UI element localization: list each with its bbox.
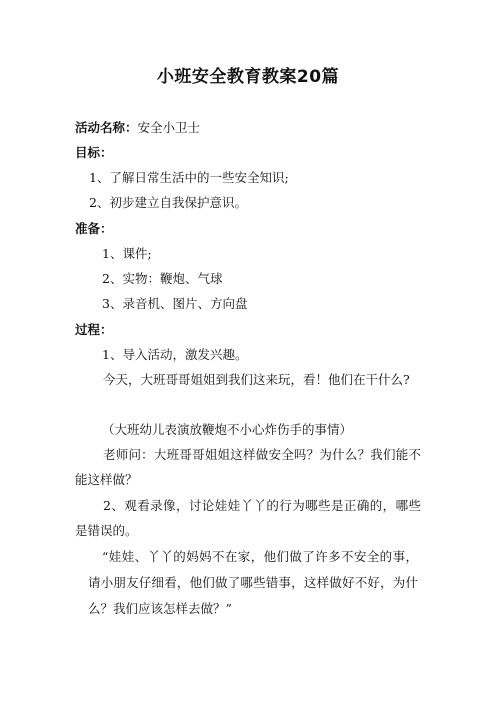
process-paragraph: 今天，大班哥哥姐姐到我们这来玩，看！他们在干什么? — [103, 372, 410, 387]
prep-item: 1、课件; — [102, 246, 152, 261]
goals-heading — [75, 145, 113, 161]
activity-name-line — [75, 120, 200, 136]
goal-item: 2、初步建立自我保护意识。 — [89, 195, 247, 210]
process-step-1: 1、导入活动，激发兴趣。 — [102, 347, 248, 362]
process-heading — [75, 322, 113, 338]
process-step-2: 2、观看录像，讨论娃娃丫丫的行为哪些是正确的，哪些是错误的。 — [75, 498, 421, 538]
document-title: 小班安全教育教案20篇 — [156, 67, 340, 87]
activity-name-label: 活动名称： — [75, 120, 138, 135]
activity-name-value: 安全小卫士 — [137, 120, 201, 135]
process-paragraph: 老师问：大班哥哥姐姐这样做安全吗？为什么？我们能不能这样做？ — [75, 447, 421, 487]
process-paragraph: （大班幼儿表演放鞭炮不小心炸伤手的事情） — [102, 422, 353, 437]
quote-paragraph: “娃娃、丫丫的妈妈不在家，他们做了许多不安全的事，请小朋友仔细看，他们做了哪些错事，这样做好不好，为什么？我们应该怎样去做？” — [88, 549, 418, 616]
prep-item: 3、录音机、图片、方向盘 — [102, 296, 248, 311]
prep-item: 2、实物：鞭炮、气球 — [102, 271, 223, 286]
goal-item: 1、了解日常生活中的一些安全知识; — [89, 170, 289, 185]
prep-heading — [75, 221, 113, 237]
goals-label: 目标： — [75, 145, 113, 160]
process-label: 过程： — [75, 322, 113, 337]
prep-label: 准备： — [75, 221, 113, 236]
